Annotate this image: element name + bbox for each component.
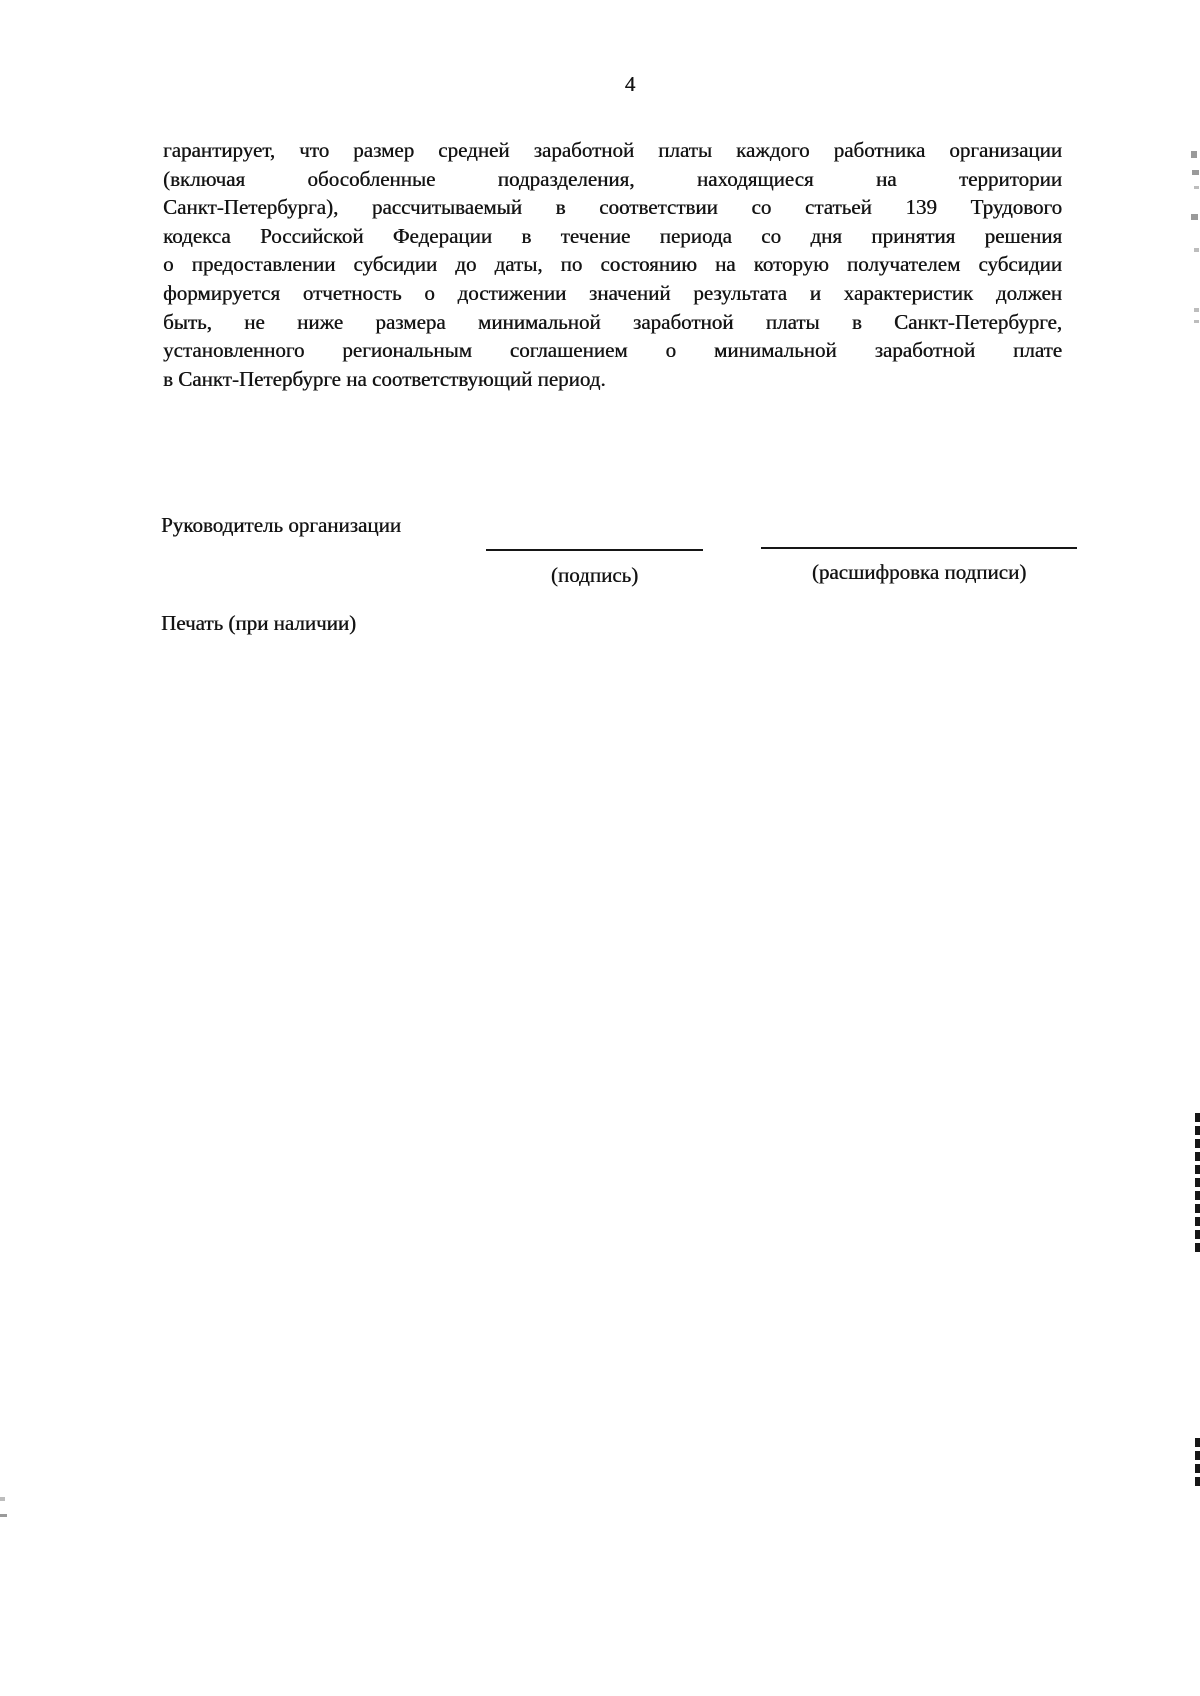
paragraph-line: в Санкт-Петербурге на соответствующий период. bbox=[163, 366, 606, 391]
scan-artifact bbox=[1194, 186, 1199, 189]
page-number: 4 bbox=[624, 72, 636, 96]
scan-artifact bbox=[0, 1497, 5, 1501]
signature-transcript-line bbox=[761, 547, 1077, 549]
scan-artifact bbox=[1191, 214, 1198, 220]
role-label: Руководитель организации bbox=[161, 513, 401, 537]
signature-line bbox=[486, 549, 703, 551]
scan-artifact bbox=[1194, 308, 1199, 312]
guarantee-paragraph bbox=[163, 136, 1062, 393]
scan-artifact-edge-strip bbox=[1195, 1438, 1200, 1490]
paragraph-line: быть, не ниже размера минимальной заработной платы в Санкт-Петербурге, bbox=[163, 309, 1062, 334]
signature-transcript-caption: (расшифровка подписи) bbox=[811, 560, 1027, 584]
scan-artifact bbox=[0, 1514, 7, 1517]
scan-artifact bbox=[1191, 151, 1197, 158]
paragraph-line: формируется отчетность о достижении значений результата и характеристик должен bbox=[163, 280, 1062, 305]
scan-artifact bbox=[1194, 320, 1199, 323]
paragraph-line: гарантирует, что размер средней заработной платы каждого работника организации bbox=[163, 138, 1062, 162]
signature-caption: (подпись) bbox=[550, 563, 639, 587]
stamp-note: Печать (при наличии) bbox=[161, 611, 357, 635]
paragraph-line: кодекса Российской Федерации в течение периода со дня принятия решения bbox=[163, 223, 1062, 248]
paragraph-line: Санкт-Петербурга), рассчитываемый в соответствии со статьей 139 Трудового bbox=[163, 195, 1062, 220]
scan-artifact-edge-strip bbox=[1195, 1113, 1200, 1253]
scan-artifact bbox=[1192, 170, 1199, 175]
paragraph-line: (включая обособленные подразделения, находящиеся на территории bbox=[163, 166, 1062, 191]
scan-artifact bbox=[1194, 248, 1199, 252]
paragraph-line: о предоставлении субсидии до даты, по состоянию на которую получателем субсидии bbox=[163, 252, 1062, 277]
paragraph-line: установленного региональным соглашением о минимальной заработной плате bbox=[163, 338, 1062, 363]
